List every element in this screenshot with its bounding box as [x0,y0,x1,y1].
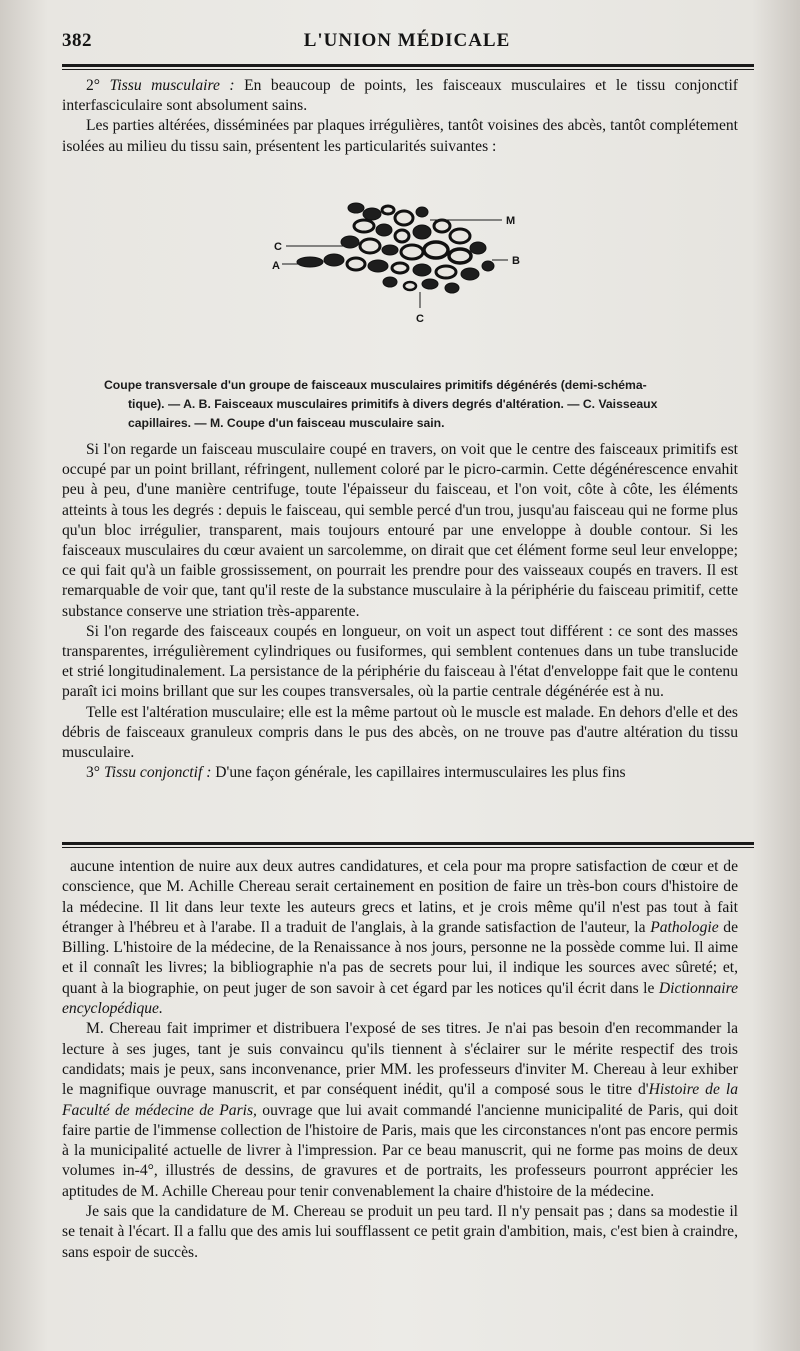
italic-title-histoire: Histoire de la Faculté de médecine de Paris, [62,1081,738,1119]
paragraph-connective-tissue [62,763,738,783]
section-heading-connective: Tissu conjonctif : [103,764,212,782]
page-header [62,28,752,60]
section-number: 2° [86,77,101,94]
figure-label-b: B [512,255,520,267]
paragraph-longitudinal-cut: Si l'on regarde des faisceaux coupés en longueur, on voit un aspect tout différent : ce sont des masses transparentes, irrégulièrement cylindriques ou fusiformes, qui semblent contenues dans un tube translucide et strié longitudinalement. La persistance de la périphérie du faisceau à l'état d'enveloppe fait que le contenu paraît ici moins brillant que sur les coupes transversales, où la partie centrale dégénérée est à nu. [62,622,738,701]
page-number: 382 [62,30,92,51]
header-rule-thick [62,64,754,67]
paragraph-late-candidacy: Je sais que la candidature de M. Chereau se produit un peu tard. Il n'y pensait pas ; dans sa modestie il se tenait à l'écart. Il a fallu que des amis lui soufflassent ce petit grain d'ambition, mais, c'est bien à craindre, sans espoir de succès. [62,1203,738,1261]
paragraph-text: aucune intention de nuire aux deux autres candidatures, et cela pour ma propre satisfaction de cœur et de conscience, que M. Achille Chereau serait certainement en position de faire un très-bon cours d'histoire de la médecine. Il lit dans leur texte les auteurs grecs et latins, et je crois même qu'il n'est pas tout à fait étranger à l'hébreu et à l'arabe. Il a traduit de l'anglais, à la grande satisfaction de l'auteur, la [62,858,738,936]
feuilleton-rule-thin [62,847,754,848]
figure-caption [104,376,724,433]
italic-title-dictionnaire: Dictionnaire encyclopédique. [62,979,738,1018]
figure-label-m: M [506,215,516,227]
section-heading-muscle: Tissu musculaire : [109,77,235,94]
figure-label-a: A [272,260,280,272]
caption-line: Coupe transversale d'un groupe de faisceaux musculaires primitifs dégénérés (demi-schéma- [104,378,647,392]
paragraph-text: ouvrage que lui avait commandé l'ancienne municipalité de Paris, qui doit faire partie de l'immense collection de l'histoire de Paris, mais que les circonstances n'ont pas encore permis à la municipalité actuelle de livrer à l'impression. Par ce beau manuscrit, qui ne forme pas moins de deux volumes in-4°, illustrés de dessins, de gravures et de portraits, les professeurs pourront apprécier les aptitudes de M. Achille Chereau pour tenir convenablement la chaire d'histoire de la médecine. [62,1101,738,1200]
paragraph-muscle-tissue [62,76,738,116]
section-number: 3° [86,764,101,782]
paragraph-altered-parts: Les parties altérées, disséminées par plaques irrégulières, tantôt voisines des abcès, tantôt complétement isolées au milieu du tissu sain, présentent les particularités suivantes : [62,117,738,155]
figure-label-c-bottom: C [416,313,424,325]
paragraph-text: D'une façon générale, les capillaires intermusculaires les plus fins [211,764,626,782]
paragraph-text: de Billing. L'histoire de la médecine, de la Renaissance à nos jours, personne ne la possède comme lui. Il aime et il connaît les livres; la bibliographie n'a pas de secrets pour lui, il indique les sources avec sûreté; et, quant à la biographie, on peut juger de son savoir à cet égard par les notices qu'il écrit dans le [62,918,738,997]
muscle-cross-section-figure [270,196,560,326]
header-rule-thin [62,69,754,70]
feuilleton-section [62,857,738,1263]
paragraph-candidacy [62,857,738,1019]
feuilleton-rule-thick [62,842,754,845]
italic-title-pathologie: Pathologie [650,918,719,936]
article-section-continued [62,440,738,783]
caption-line: tique). — A. B. Faisceaux musculaires primitifs à divers degrés d'altération. — C. Vaisseaux [128,397,658,411]
paragraph-text: En beaucoup de points, les faisceaux musculaires et le tissu conjonctif interfasciculaire sont absolument sains. [62,77,738,115]
paragraph-muscle-alteration: Telle est l'altération musculaire; elle est la même partout où le muscle est malade. En dehors d'elle et des débris de faisceaux granuleux compris dans le pus des abcès, on ne trouve pas d'autre altération du tissu musculaire. [62,703,738,762]
journal-title: L'UNION MÉDICALE [303,30,511,51]
caption-line: capillaires. — M. Coupe d'un faisceau musculaire sain. [128,416,445,430]
article-section-muscle [62,76,738,157]
paragraph-transverse-cut: Si l'on regarde un faisceau musculaire coupé en travers, on voit que le centre des faisceaux primitifs est occupé par un point brillant, réfringent, nullement coloré par le picro-carmin. Cette dégénérescence envahit peu à peu, d'une manière centrifuge, toute l'épaisseur du faisceau, et l'on voit, côte à côte, les éléments atteints à tous les degrés : depuis le faisceau, qui semble percé d'un trou, jusqu'au faisceau qui ne forme plus qu'un bloc irrégulier, transparent, mais toujours entouré par une enveloppe à double contour. Si les faisceaux musculaires du cœur avaient un sarcolemme, on dirait que cet élément forme seul leur enveloppe; ce qui fait qu'à un faible grossissement, on pourrait les prendre pour des vaisseaux coupés en travers. Il est remarquable de voir que, tant qu'il reste de la substance musculaire à la périphérie du faisceau primitif, cette substance conserve une striation très-apparente. [62,441,738,620]
figure-label-c-left: C [274,241,282,253]
paragraph-manuscript [62,1019,738,1202]
paragraph-text: M. Chereau fait imprimer et distribuera l'exposé de ses titres. Je n'ai pas besoin d'en recommander la lecture à ses juges, tant je suis convaincu qu'ils tiennent à s'éclairer sur le mérite respectif des trois candidats; mais je peux, sans inconvenance, prier MM. les professeurs d'inviter M. Chereau à leur exhiber le magnifique ouvrage manuscrit, et par conséquent inédit, qu'il a composé sous le titre d' [62,1020,738,1099]
